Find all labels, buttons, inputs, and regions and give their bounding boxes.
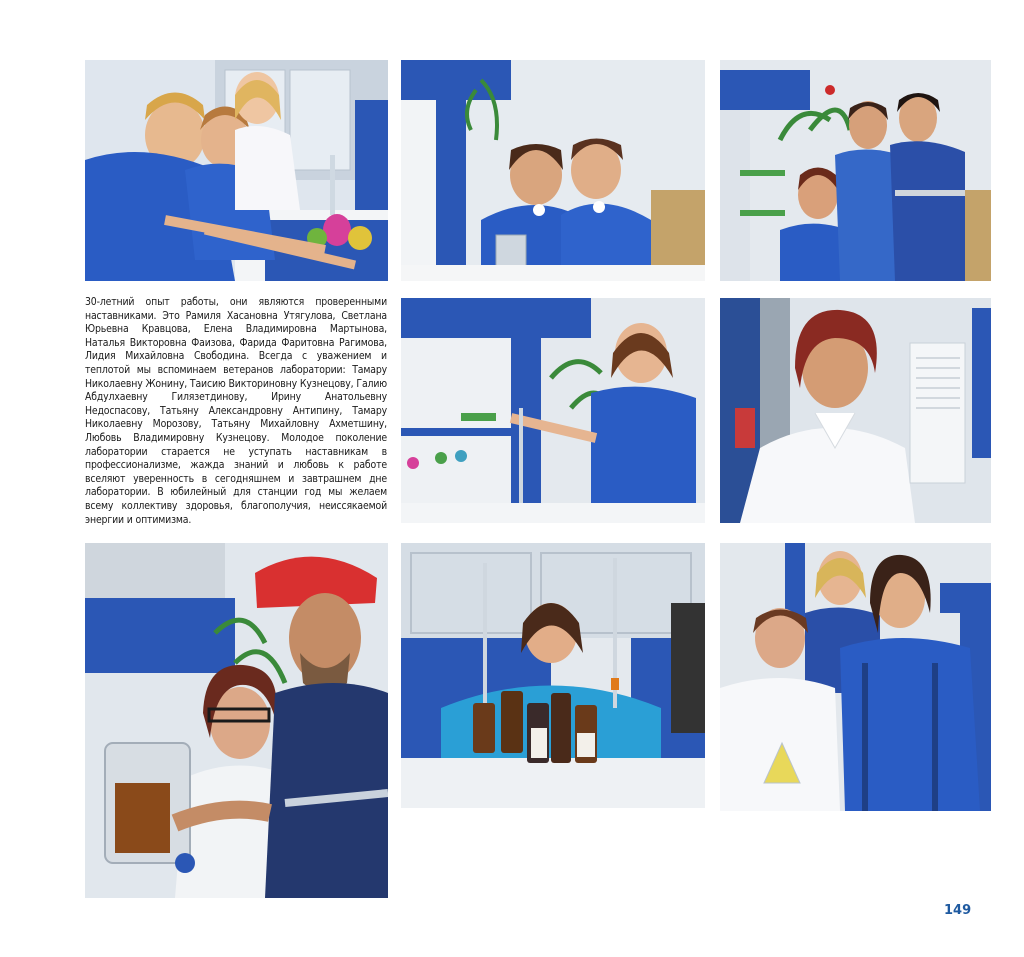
photo-two-women-fume-hood [401,60,705,281]
photo-woman-white-coat [720,298,991,523]
photo-three-women-bench [85,60,388,281]
body-text: 30-летний опыт работы, они являются проверенными наставниками. Это Рамиля Хасановна Утягулова, Светлана Юрьевна Кравцова, Елена Владимировна Мартынова, Наталья Викторовна Фаизова, Фарида Фаритовна Рагимова, Лидия Михайловна Свободина. Всегда с уважением и теплотой мы вспоминаем ветеранов лаборатории: Тамару Николаевну Жонину, Таисию Викториновну Кузнецову, Галию Абдулхаевну Гилязетдинову, Ирину Анатольевну Недоспасову, Татьяну Александровну Антипину, Тамару Николаевну Морозову, Татьяну Михайловну Ахметшину, Любовь Владимировну Кузнецову. Молодое поколение лаборатории старается не уступать наставникам в профессионализме, жажда знаний и любовь к работе вселяют уверенность в сегодняшнем и завтрашнем дне лаборатории. В юбилейный для станции год мы желаем всему коллективу здоровья, благополучия, неиссякаемой энергии и оптимизма. [85,296,387,526]
photo-man-hard-hat [85,543,388,898]
photo-woman-pipette [401,298,705,523]
photo-three-women-flask [720,543,991,811]
page-number: 149 [944,903,972,918]
photo-woman-reagent-bottles [401,543,705,808]
photo-three-women-plant [720,60,991,281]
